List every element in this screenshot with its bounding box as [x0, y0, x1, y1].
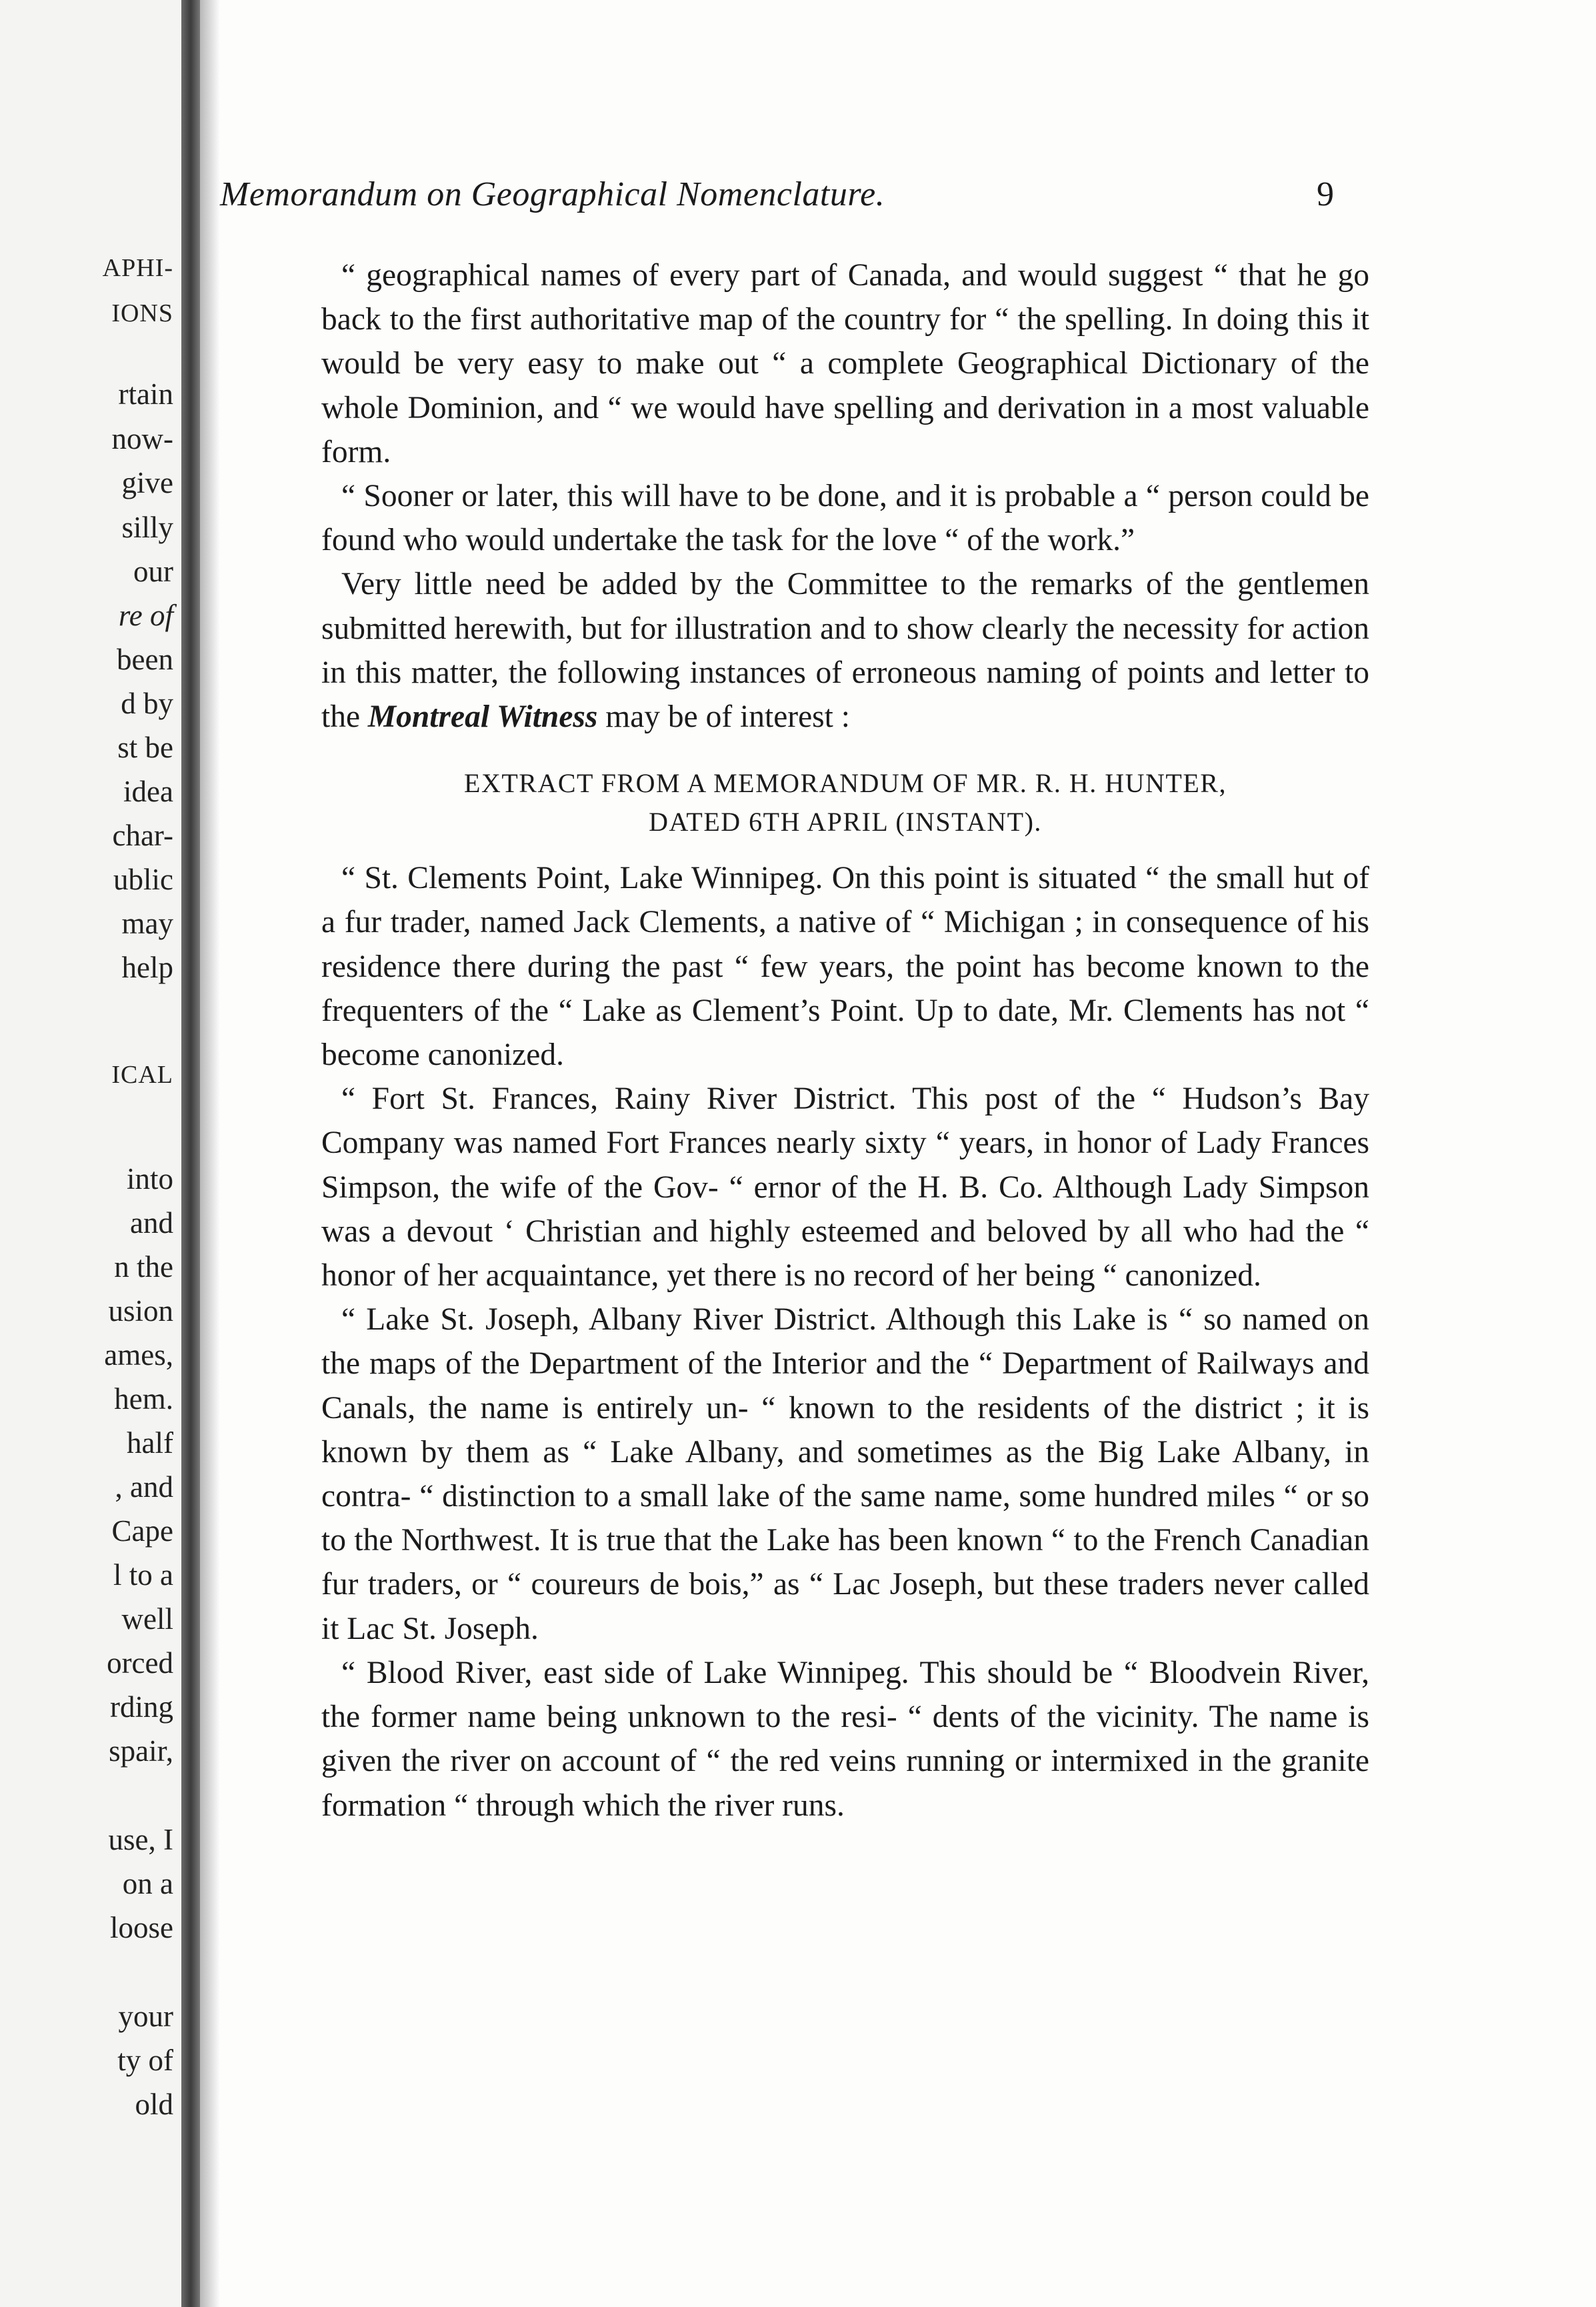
paragraph-blood-river: “ Blood River, east side of Lake Winnipeg. This should be “ Bloodvein River, the former name being unknown to the resi- “ dents of the vicinity. The name is given the river on account of “ the red veins running or intermixed in the granite formation “ through which the river runs.: [321, 1655, 1369, 1823]
left-page-line: been: [117, 643, 173, 676]
left-page-line: ames,: [104, 1338, 173, 1372]
left-page-line: APHI-: [102, 254, 173, 282]
left-page-line: silly: [121, 511, 173, 544]
left-page-line: rding: [110, 1690, 173, 1724]
left-page-line: d by: [121, 687, 173, 720]
extract-heading-line2: DATED 6TH APRIL (INSTANT).: [649, 807, 1042, 837]
left-page-line: spair,: [109, 1734, 173, 1768]
paragraph-sooner-or-later: “ Sooner or later, this will have to be done, and it is probable a “ person could be found who would undertake the task for the love “ of the work.”: [321, 479, 1369, 558]
left-page-line: n the: [114, 1250, 173, 1284]
left-page-line: half: [127, 1426, 173, 1460]
left-page-line: old: [135, 2088, 173, 2121]
left-page-line: ublic: [113, 863, 173, 896]
left-page-line: and: [130, 1206, 173, 1240]
left-page-line: our: [133, 555, 173, 588]
paragraph-committee-remarks: [321, 562, 1369, 739]
left-page-line: orced: [107, 1646, 173, 1680]
extract-heading-line1: EXTRACT FROM A MEMORANDUM OF MR. R. H. HUNTER,: [464, 768, 1227, 799]
left-page-line: now-: [111, 422, 173, 455]
left-page-line: , and: [115, 1470, 173, 1504]
left-page-line: re of: [118, 599, 173, 632]
left-page-line: help: [121, 951, 173, 984]
left-page-line: may: [121, 907, 173, 940]
left-page-line: l to a: [113, 1558, 173, 1592]
left-page-line: Cape: [111, 1514, 173, 1548]
left-page-line: use, I: [108, 1823, 173, 1856]
paragraph-geographical-names: “ geographical names of every part of Canada, and would suggest “ that he go back to the first authoritative map of the country for “ the spelling. In doing this it would be very easy to make out “ a complete Geographical Dictionary of the whole Dominion, and “ we would have spelling and derivation in a most valuable form.: [321, 258, 1369, 469]
montreal-witness-title: Montreal Witness: [367, 699, 598, 735]
left-page-line: ty of: [117, 2044, 173, 2077]
gutter-shadow: [200, 0, 220, 2307]
book-gutter: [181, 0, 200, 2307]
left-page-line: usion: [108, 1294, 173, 1328]
left-page-line: give: [121, 466, 173, 499]
paragraph-st-clements-point: “ St. Clements Point, Lake Winnipeg. On this point is situated “ the small hut of a fur trader, named Jack Clements, a native of “ Michigan ; in consequence of his residence there during the past “ few years, the point has become known to the frequenters of the “ Lake as Clement’s Point. Up to date, Mr. Clements has not “ become canonized.: [321, 861, 1369, 1073]
running-head: Memorandum on Geographical Nomenclature.: [220, 175, 885, 213]
left-page-line: char-: [112, 819, 173, 852]
left-page-line: idea: [123, 775, 173, 808]
extract-heading: [321, 764, 1369, 841]
left-page-line: ICAL: [111, 1061, 173, 1089]
left-page-line: IONS: [111, 299, 173, 327]
left-page-line: loose: [110, 1911, 173, 1944]
paragraph-fort-st-frances: “ Fort St. Frances, Rainy River District. This post of the “ Hudson’s Bay Company was named Fort Frances nearly sixty “ years, in honor of Lady Frances Simpson, the wife of the Gov- “ ernor of the H. B. Co. Although Lady Simpson was a devout ‘ Christian and highly esteemed and beloved by all who had the “ honor of her acquaintance, yet there is no record of her being “ canonized.: [321, 1081, 1369, 1294]
committee-remarks-end: may be of interest :: [597, 699, 850, 735]
body-text: [321, 253, 1369, 1828]
paragraph-lake-st-joseph: “ Lake St. Joseph, Albany River District. Although this Lake is “ so named on the maps of the Department of the Interior and the “ Department of Railways and Canals, the name is entirely un- “ known to the residents of the district ; it is known by them as “ Lake Albany, and sometimes as the Big Lake Albany, in contra- “ distinction to a small lake of the same name, some hundred miles “ or so to the Northwest. It is true that the Lake has been known “ to the French Canadian fur traders, or “ coureurs de bois,” as “ Lac Joseph, but these traders never called it Lac St. Joseph.: [321, 1302, 1369, 1646]
left-page-line: hem.: [114, 1382, 173, 1416]
left-page-fragment: [0, 0, 181, 2307]
left-page-line: well: [121, 1602, 173, 1636]
page-number: 9: [1317, 175, 1334, 213]
left-page-line: on a: [122, 1867, 173, 1900]
left-page-line: your: [118, 2000, 173, 2033]
committee-remarks-text: Very little need be added by the Committee to the remarks of the gentlemen submitted herewith, but for illustration and to show clearly the necessity for action in this matter, the following instances of erroneous naming of points and letter to the: [321, 567, 1369, 735]
left-page-line: rtain: [118, 377, 173, 411]
left-page-line: into: [126, 1162, 173, 1196]
left-page-line: st be: [117, 731, 173, 764]
